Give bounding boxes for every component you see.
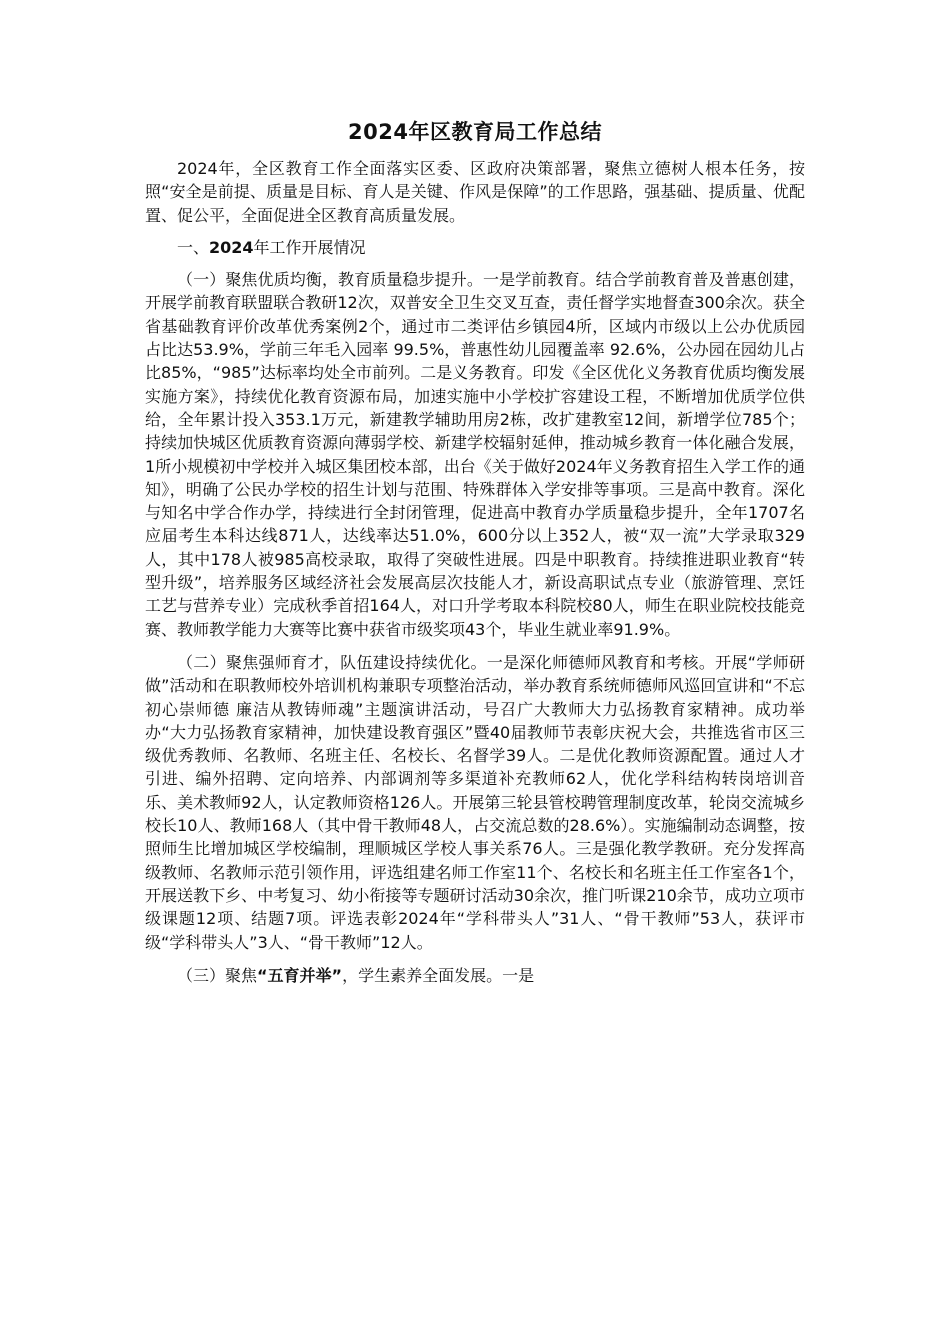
section-heading-year: 2024: [209, 237, 254, 257]
paragraph-students-prefix: （三）聚焦: [177, 965, 258, 985]
intro-paragraph: 2024年，全区教育工作全面落实区委、区政府决策部署，聚焦立德树人根本任务，按照“安全是前提、质量是目标、育人是关键、作风是保障”的工作思路，强基础、提质量、优配置、促公平，全面促进全区教育高质量发展。: [145, 159, 805, 225]
paragraph-students-bold: “五育并举”: [257, 965, 343, 985]
paragraph-quality: （一）聚焦优质均衡，教育质量稳步提升。一是学前教育。结合学前教育普及普惠创建，开展学前教育联盟联合教研12次，双普安全卫生交叉互查，责任督学实地督查300余次。获全省基础教育评价改革优秀案例2个，通过市二类评估乡镇园4所，区域内市级以上公办优质园占比达53.9%，学前三年毛入园率 99.5%，普惠性幼儿园覆盖率 92.6%，公办园在园幼儿占比85%，“985”达标率均处全市前列。二是义务教育。印发《全区优化义务教育优质均衡发展实施方案》，持续优化教育资源布局，加速实施中小学校扩容建设工程，不断增加优质学位供给，全年累计投入353.1万元，新建教学辅助用房2栋，改扩建教室12间，新增学位785个；持续加快城区优质教育资源向薄弱学校、新建学校辐射延伸，推动城乡教育一体化融合发展，1所小规模初中学校并入城区集团校本部，出台《关于做好2024年义务教育招生入学工作的通知》，明确了公民办学校的招生计划与范围、特殊群体入学安排等事项。三是高中教育。深化与知名中学合作办学，持续进行全封闭管理，促进高中教育办学质量稳步提升，全年1707名应届考生本科达线871人，达线率达51.0%，600分以上352人，被“双一流”大学录取329人，其中178人被985高校录取，取得了突破性进展。四是中职教育。持续推进职业教育“转型升级”，培养服务区域经济社会发展高层次技能人才，新设高职试点专业（旅游管理、烹饪工艺与营养专业）完成秋季首招164人，对口升学考取本科院校80人，师生在职业院校技能竞赛、教师教学能力大赛等比赛中获省市级奖项43个，毕业生就业率91.9%。: [145, 270, 805, 639]
section-heading-rest: 年工作开展情况: [253, 237, 366, 257]
paragraph-students-rest: ，学生素养全面发展。一是: [342, 965, 535, 985]
document-body: [145, 157, 805, 997]
paragraph-teachers: （二）聚焦强师育才，队伍建设持续优化。一是深化师德师风教育和考核。开展“学师研做”活动和在职教师校外培训机构兼职专项整治活动，举办教育系统师德师风巡回宣讲和“不忘初心崇师德 廉洁从教铸师魂”主题演讲活动，号召广大教师大力弘扬教育家精神。成功举办“大力弘扬教育家精神，加快建设教育强区”暨40届教师节表彰庆祝大会，共推选省市区三级优秀教师、名教师、名班主任、名校长、名督学39人。二是优化教师资源配置。通过人才引进、编外招聘、定向培养、内部调剂等多渠道补充教师62人，优化学科结构转岗培训音乐、美术教师92人，认定教师资格126人。开展第三轮县管校聘管理制度改革，轮岗交流城乡校长10人、教师168人（其中骨干教师48人，占交流总数的28.6%）。实施编制动态调整，按照师生比增加城区学校编制，理顺城区学校人事关系76人。三是强化教学教研。充分发挥高级教师、名教师示范引领作用，评选组建名师工作室11个、名校长和名班主任工作室各1个，开展送教下乡、中考复习、幼小衔接等专题研讨活动30余次，推门听课210余节，成功立项市级课题12项、结题7项。评选表彰2024年“学科带头人”31人、“骨干教师”53人，获评市级“学科带头人”3人、“骨干教师”12人。: [145, 652, 805, 952]
section-heading-1: [145, 236, 805, 259]
document-title: 2024年区教育局工作总结: [348, 120, 602, 144]
paragraph-students: [145, 964, 805, 987]
section-heading-prefix: 一、: [177, 237, 210, 257]
